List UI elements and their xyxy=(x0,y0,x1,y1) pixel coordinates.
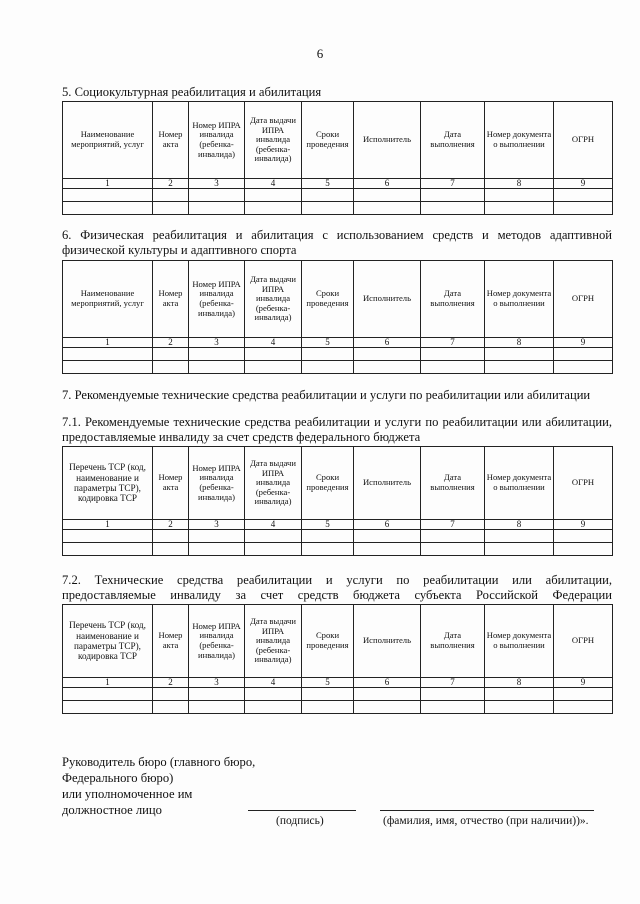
table-cell xyxy=(354,543,421,556)
col-executor-header: Исполнитель xyxy=(354,102,421,179)
table-row xyxy=(63,530,613,543)
column-number: 6 xyxy=(354,338,421,348)
header-row xyxy=(63,605,613,678)
table-cell xyxy=(554,688,613,701)
col-ogrn-header: ОГРН xyxy=(554,102,613,179)
column-number: 8 xyxy=(485,678,554,688)
column-number: 6 xyxy=(354,678,421,688)
col-doc-number-header: Номер документа о выполнении xyxy=(485,261,554,338)
signatory-line-3: или уполномоченное им xyxy=(62,787,193,801)
table-cell xyxy=(302,701,354,714)
column-number: 2 xyxy=(153,179,189,189)
signatory-line-4: должностное лицо xyxy=(62,803,162,817)
table-cell xyxy=(554,189,613,202)
table-cell xyxy=(354,701,421,714)
table-cell xyxy=(485,189,554,202)
section-5-title: 5. Социокультурная реабилитация и абилитация xyxy=(62,85,322,99)
col-ogrn-header: ОГРН xyxy=(554,447,613,520)
signatory-block xyxy=(62,754,255,818)
col-doc-number-header: Номер документа о выполнении xyxy=(485,102,554,179)
col-terms-header: Сроки проведения xyxy=(302,447,354,520)
table-cell xyxy=(63,530,153,543)
col-ogrn-header: ОГРН xyxy=(554,261,613,338)
table-cell xyxy=(63,701,153,714)
section-7-2-title: 7.2. Технические средства реабилитации и услуги по реабилитации или абилитации, предоставляемые инвалиду за счет средств бюджета субъекта Российской Федерации xyxy=(62,573,612,602)
table-cell xyxy=(354,688,421,701)
table-cell xyxy=(189,688,245,701)
header-row xyxy=(63,102,613,179)
col-ipra-number-header: Номер ИПРА инвалида (ребенка-инвалида) xyxy=(189,102,245,179)
table-cell xyxy=(421,202,485,215)
table-cell xyxy=(354,348,421,361)
table-cell xyxy=(485,543,554,556)
name-line xyxy=(380,810,594,811)
column-number: 6 xyxy=(354,179,421,189)
col-done-date-header: Дата выполнения xyxy=(421,102,485,179)
table-cell xyxy=(302,348,354,361)
column-number: 9 xyxy=(554,678,613,688)
col-name-header: Перечень ТСР (код, наименование и параметры ТСР), кодировка ТСР xyxy=(63,605,153,678)
table-row xyxy=(63,701,613,714)
col-act-header: Номер акта xyxy=(153,261,189,338)
table-cell xyxy=(153,189,189,202)
section-7-title: 7. Рекомендуемые технические средства реабилитации и услуги по реабилитации или абилитации xyxy=(62,388,591,402)
column-number: 7 xyxy=(421,520,485,530)
table-cell xyxy=(153,361,189,374)
table-cell xyxy=(245,701,302,714)
col-executor-header: Исполнитель xyxy=(354,261,421,338)
table-row xyxy=(63,688,613,701)
table-cell xyxy=(153,530,189,543)
column-number-row xyxy=(63,678,613,688)
col-ipra-number-header: Номер ИПРА инвалида (ребенка-инвалида) xyxy=(189,261,245,338)
signature-line xyxy=(248,810,356,811)
col-name-header: Наименование мероприятий, услуг xyxy=(63,261,153,338)
column-number: 1 xyxy=(63,678,153,688)
table-cell xyxy=(421,530,485,543)
table-cell xyxy=(354,530,421,543)
table-cell xyxy=(63,361,153,374)
column-number: 3 xyxy=(189,179,245,189)
column-number: 3 xyxy=(189,338,245,348)
table-cell xyxy=(421,701,485,714)
signatory-line-2: Федерального бюро) xyxy=(62,771,174,785)
column-number: 3 xyxy=(189,520,245,530)
col-act-header: Номер акта xyxy=(153,605,189,678)
page-number: 6 xyxy=(316,46,324,61)
table-row xyxy=(63,189,613,202)
table-cell xyxy=(421,688,485,701)
table-cell xyxy=(302,361,354,374)
table-cell xyxy=(189,701,245,714)
table-row xyxy=(63,361,613,374)
column-number: 6 xyxy=(354,520,421,530)
table-cell xyxy=(245,202,302,215)
col-done-date-header: Дата выполнения xyxy=(421,605,485,678)
col-doc-number-header: Номер документа о выполнении xyxy=(485,447,554,520)
table-cell xyxy=(245,348,302,361)
table-cell xyxy=(63,688,153,701)
table-cell xyxy=(153,202,189,215)
col-doc-number-header: Номер документа о выполнении xyxy=(485,605,554,678)
table-cell xyxy=(354,202,421,215)
table-section-5 xyxy=(62,101,613,215)
column-number: 2 xyxy=(153,678,189,688)
table-cell xyxy=(554,202,613,215)
name-caption: (фамилия, имя, отчество (при наличии))». xyxy=(383,815,589,827)
table-cell xyxy=(63,202,153,215)
table-row xyxy=(63,348,613,361)
column-number: 8 xyxy=(485,338,554,348)
column-number: 5 xyxy=(302,338,354,348)
column-number: 3 xyxy=(189,678,245,688)
col-name-header: Перечень ТСР (код, наименование и параметры ТСР), кодировка ТСР xyxy=(63,447,153,520)
col-ipra-number-header: Номер ИПРА инвалида (ребенка-инвалида) xyxy=(189,605,245,678)
table-cell xyxy=(245,361,302,374)
column-number: 9 xyxy=(554,520,613,530)
table-section-7-2 xyxy=(62,604,613,714)
table-cell xyxy=(189,543,245,556)
table-cell xyxy=(554,361,613,374)
col-ipra-date-header: Дата выдачи ИПРА инвалида (ребенка-инвалида) xyxy=(245,102,302,179)
column-number-row xyxy=(63,338,613,348)
table-section-6 xyxy=(62,260,613,374)
section-6-title: 6. Физическая реабилитация и абилитация с использованием средств и методов адаптивной физической культуры и адаптивного спорта xyxy=(62,228,612,257)
table-cell xyxy=(554,348,613,361)
col-executor-header: Исполнитель xyxy=(354,605,421,678)
table-cell xyxy=(421,543,485,556)
table-cell xyxy=(485,361,554,374)
table-cell xyxy=(189,189,245,202)
table-row xyxy=(63,202,613,215)
table-cell xyxy=(421,348,485,361)
column-number: 4 xyxy=(245,520,302,530)
header-row xyxy=(63,447,613,520)
section-7-1-title: 7.1. Рекомендуемые технические средства реабилитации и услуги по реабилитации или абилитации, предоставляемые инвалиду за счет средств федерального бюджета xyxy=(62,415,612,444)
table-cell xyxy=(354,189,421,202)
table-row xyxy=(63,543,613,556)
table-section-7-1 xyxy=(62,446,613,556)
signatory-line-1: Руководитель бюро (главного бюро, xyxy=(62,755,256,769)
column-number: 9 xyxy=(554,338,613,348)
table-cell xyxy=(554,543,613,556)
column-number: 7 xyxy=(421,179,485,189)
col-name-header: Наименование мероприятий, услуг xyxy=(63,102,153,179)
column-number: 4 xyxy=(245,338,302,348)
table-cell xyxy=(153,543,189,556)
column-number: 8 xyxy=(485,520,554,530)
table-cell xyxy=(421,189,485,202)
col-ipra-number-header: Номер ИПРА инвалида (ребенка-инвалида) xyxy=(189,447,245,520)
table-cell xyxy=(302,688,354,701)
table-cell xyxy=(485,701,554,714)
column-number: 5 xyxy=(302,678,354,688)
col-done-date-header: Дата выполнения xyxy=(421,261,485,338)
table-cell xyxy=(302,189,354,202)
table-cell xyxy=(485,688,554,701)
table-cell xyxy=(189,348,245,361)
table-cell xyxy=(245,688,302,701)
column-number: 9 xyxy=(554,179,613,189)
table-cell xyxy=(189,361,245,374)
signature-caption: (подпись) xyxy=(276,815,324,827)
column-number: 1 xyxy=(63,338,153,348)
table-cell xyxy=(485,530,554,543)
col-terms-header: Сроки проведения xyxy=(302,102,354,179)
column-number-row xyxy=(63,520,613,530)
table-cell xyxy=(63,189,153,202)
column-number: 8 xyxy=(485,179,554,189)
table-cell xyxy=(554,701,613,714)
header-row xyxy=(63,261,613,338)
column-number: 2 xyxy=(153,338,189,348)
column-number: 4 xyxy=(245,678,302,688)
col-ipra-date-header: Дата выдачи ИПРА инвалида (ребенка-инвалида) xyxy=(245,261,302,338)
table-cell xyxy=(189,530,245,543)
table-cell xyxy=(63,348,153,361)
table-cell xyxy=(153,701,189,714)
col-act-header: Номер акта xyxy=(153,447,189,520)
column-number: 7 xyxy=(421,678,485,688)
column-number: 5 xyxy=(302,520,354,530)
table-cell xyxy=(153,348,189,361)
col-terms-header: Сроки проведения xyxy=(302,605,354,678)
table-cell xyxy=(245,543,302,556)
col-ipra-date-header: Дата выдачи ИПРА инвалида (ребенка-инвалида) xyxy=(245,605,302,678)
table-cell xyxy=(421,361,485,374)
col-done-date-header: Дата выполнения xyxy=(421,447,485,520)
table-cell xyxy=(302,202,354,215)
table-cell xyxy=(63,543,153,556)
column-number: 4 xyxy=(245,179,302,189)
table-cell xyxy=(189,202,245,215)
table-cell xyxy=(245,189,302,202)
table-cell xyxy=(302,530,354,543)
column-number: 1 xyxy=(63,179,153,189)
table-cell xyxy=(554,530,613,543)
column-number-row xyxy=(63,179,613,189)
col-ipra-date-header: Дата выдачи ИПРА инвалида (ребенка-инвалида) xyxy=(245,447,302,520)
col-act-header: Номер акта xyxy=(153,102,189,179)
table-cell xyxy=(245,530,302,543)
column-number: 7 xyxy=(421,338,485,348)
col-terms-header: Сроки проведения xyxy=(302,261,354,338)
table-cell xyxy=(485,348,554,361)
column-number: 2 xyxy=(153,520,189,530)
col-executor-header: Исполнитель xyxy=(354,447,421,520)
table-cell xyxy=(485,202,554,215)
table-cell xyxy=(302,543,354,556)
column-number: 5 xyxy=(302,179,354,189)
table-cell xyxy=(354,361,421,374)
table-cell xyxy=(153,688,189,701)
col-ogrn-header: ОГРН xyxy=(554,605,613,678)
column-number: 1 xyxy=(63,520,153,530)
